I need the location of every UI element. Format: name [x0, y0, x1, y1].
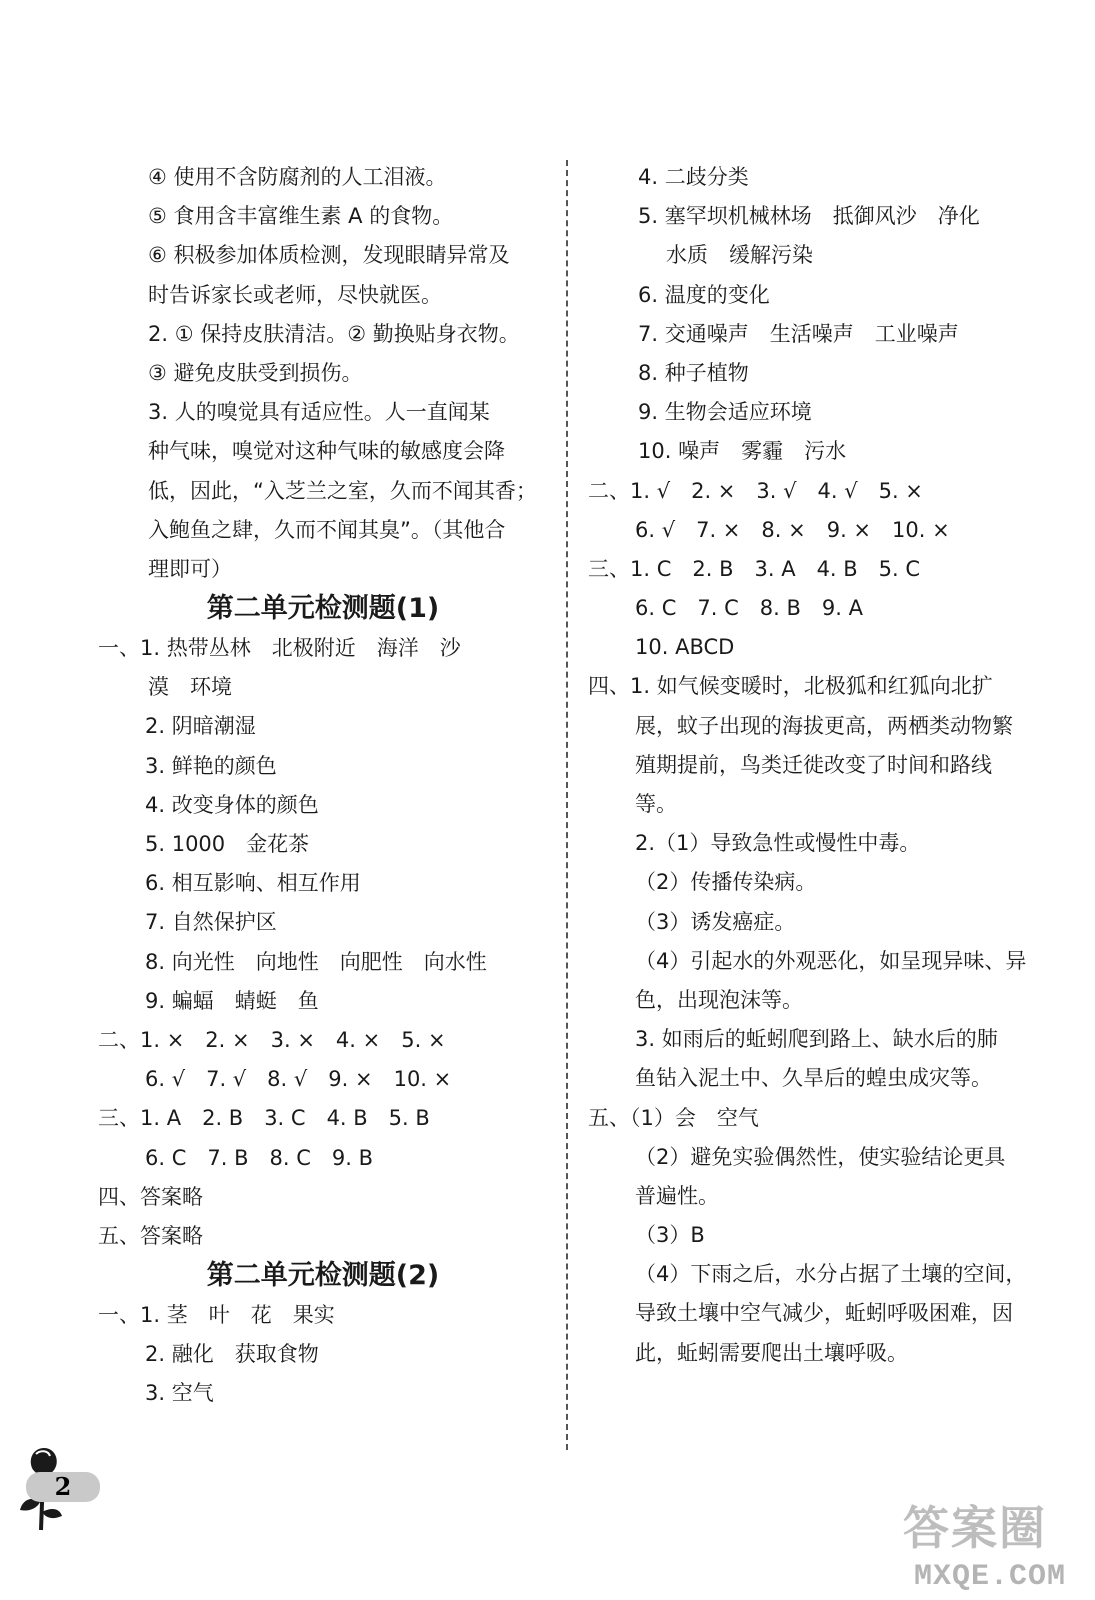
answer-line: 四、1. 如气候变暖时，北极狐和红狐向北扩 [588, 674, 993, 699]
answer-line: 展，蚊子出现的海拔更高，两栖类动物繁 [635, 713, 1013, 738]
answer-line: ④ 使用不含防腐剂的人工泪液。 [148, 165, 447, 189]
answer-line: 6. 温度的变化 [638, 282, 770, 307]
answer-line: 8. 种子植物 [638, 360, 749, 385]
answer-line: 6. √ 7. √ 8. √ 9. × 10. × [145, 1067, 452, 1092]
answer-line: 5. 塞罕坝机械林场 抵御风沙 净化 [638, 204, 980, 229]
answer-line: 2. 融化 获取食物 [145, 1342, 319, 1367]
answer-line: 五、答案略 [98, 1223, 203, 1248]
answer-line: 4. 改变身体的颜色 [145, 792, 319, 817]
page-number: 2 [26, 1472, 100, 1502]
answer-line: 入鲍鱼之肆，久而不闻其臭”。（其他合 [148, 517, 506, 542]
answer-line: 7. 自然保护区 [145, 910, 277, 935]
answer-line: （2）传播传染病。 [635, 870, 817, 895]
answer-line: 一、1. 茎 叶 花 果实 [98, 1303, 335, 1328]
answer-line: 低，因此，“入芝兰之室，久而不闻其香； [148, 478, 537, 503]
answer-line: 8. 向光性 向地性 向肥性 向水性 [145, 949, 487, 974]
answer-line: 7. 交通噪声 生活噪声 工业噪声 [638, 321, 959, 346]
answer-line: （3）诱发癌症。 [635, 909, 796, 934]
answer-line: 2. ① 保持皮肤清洁。② 勤换贴身衣物。 [148, 321, 520, 346]
answer-line: 6. C 7. C 8. B 9. A [635, 596, 863, 621]
answer-line: 3. 如雨后的蚯蚓爬到路上、缺水后的肺 [635, 1027, 998, 1052]
answer-line: （2）避免实验偶然性，使实验结论更具 [635, 1144, 1006, 1169]
answer-line: ③ 避免皮肤受到损伤。 [148, 360, 363, 385]
left-column [98, 158, 548, 1414]
section-title: 第二单元检测题(1) [206, 593, 440, 625]
answer-line: 时告诉家长或老师，尽快就医。 [148, 282, 442, 307]
answer-line: 4. 二歧分类 [638, 165, 749, 189]
answer-line: 色，出现泡沫等。 [635, 987, 803, 1012]
answer-line: 5. 1000 金花茶 [145, 832, 310, 856]
answer-line: 6. 相互影响、相互作用 [145, 871, 361, 896]
answer-line: 鱼钻入泥土中、久旱后的蝗虫成灾等。 [635, 1066, 992, 1091]
answer-line: 三、1. A 2. B 3. C 4. B 5. B [98, 1106, 430, 1131]
answer-line: ⑥ 积极参加体质检测，发现眼睛异常及 [148, 243, 510, 268]
answer-line: 等。 [635, 792, 677, 816]
answer-line: 殖期提前，鸟类迁徙改变了时间和路线 [635, 752, 992, 777]
answer-line: 3. 鲜艳的颜色 [145, 753, 277, 778]
answer-line: 3. 空气 [145, 1381, 214, 1406]
answer-line: 三、1. C 2. B 3. A 4. B 5. C [588, 556, 921, 581]
answer-line: 9. 蝙蝠 蜻蜓 鱼 [145, 988, 319, 1013]
answer-line: 普遍性。 [635, 1183, 719, 1208]
answer-line: 水质 缓解污染 [666, 243, 813, 268]
answer-line: 漠 环境 [148, 675, 232, 700]
section-title: 第二单元检测题(2) [206, 1260, 440, 1292]
answer-line: 2.（1）导致急性或慢性中毒。 [635, 831, 921, 856]
right-column [588, 158, 1038, 1373]
answer-line: 五、（1）会 空气 [588, 1105, 759, 1130]
answer-line: 二、1. √ 2. × 3. √ 4. √ 5. × [588, 478, 923, 503]
answer-line: 10. ABCD [635, 635, 735, 660]
answer-line: 二、1. × 2. × 3. × 4. × 5. × [98, 1027, 446, 1052]
answer-line: 此，蚯蚓需要爬出土壤呼吸。 [635, 1340, 908, 1365]
answer-line: 6. √ 7. × 8. × 9. × 10. × [635, 517, 950, 542]
answer-line: 3. 人的嗅觉具有适应性。人一直闻某 [148, 400, 490, 425]
answer-line: 理即可） [148, 556, 232, 581]
watermark-text: MXQE.COM [913, 1560, 1067, 1594]
answer-line: 导致土壤中空气减少，蚯蚓呼吸困难，因 [635, 1301, 1013, 1326]
answer-line: 2. 阴暗潮湿 [145, 714, 256, 739]
answer-line: 9. 生物会适应环境 [638, 400, 812, 425]
answer-line: （4）下雨之后，水分占据了土壤的空间， [635, 1262, 1027, 1287]
answer-line: （4）引起水的外观恶化，如呈现异味、异 [635, 948, 1027, 973]
answer-line: ⑤ 食用含丰富维生素 A 的食物。 [148, 204, 454, 229]
answer-line: 6. C 7. B 8. C 9. B [145, 1145, 373, 1170]
answer-line: 10. 噪声 雾霾 污水 [638, 439, 847, 464]
watermark-glyphs: 答案圈 [903, 1501, 1047, 1555]
column-divider [566, 160, 568, 1450]
answer-line: （3）B [635, 1223, 705, 1248]
answer-line: 一、1. 热带丛林 北极附近 海洋 沙 [98, 636, 461, 661]
answer-line: 四、答案略 [98, 1184, 203, 1209]
watermark [895, 1488, 1085, 1594]
answer-line: 种气味，嗅觉对这种气味的敏感度会降 [148, 439, 505, 464]
